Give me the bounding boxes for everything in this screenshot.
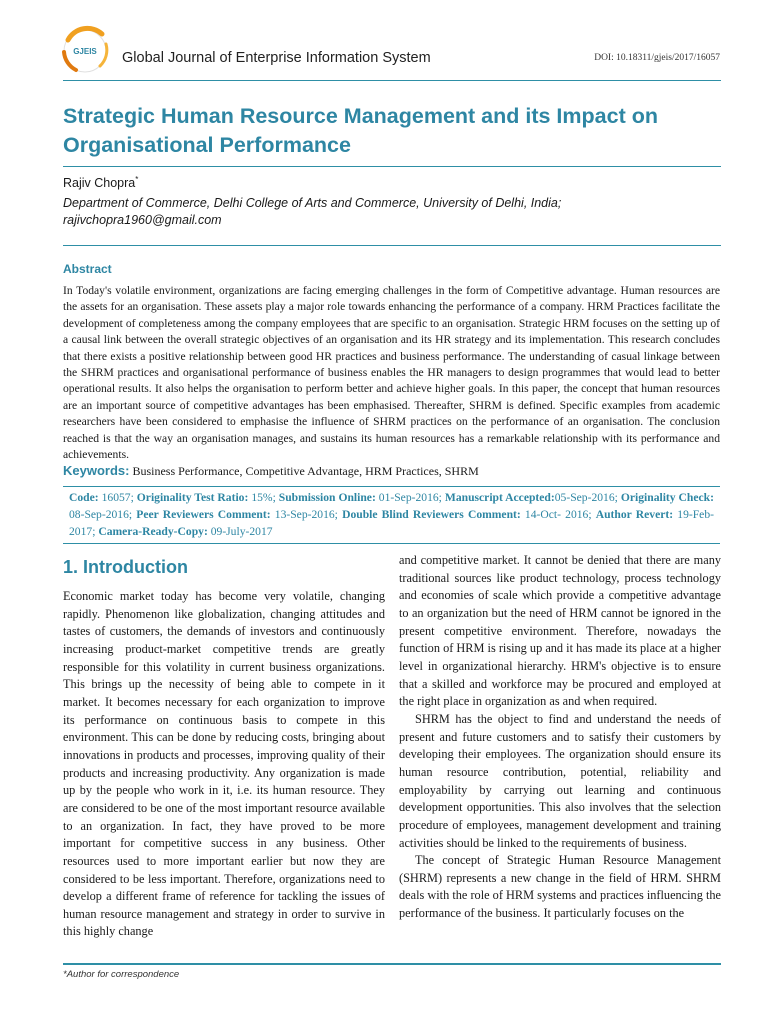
article-title: Strategic Human Resource Management and its Impact on Organisational Performance (63, 104, 658, 157)
ratio-label: Originality Test Ratio: (136, 491, 249, 504)
body-paragraph: SHRM has the object to find and understand the needs of present and future customers and to satisfy their customers by developing their employees. The organization should ensure its human resource contribution, potential, reliability and employability by carrying out learning and continuous development opportunities. This also involves that the selection procedure of employees, management development and training activities should be linked to the requirements of business. (399, 711, 721, 850)
author-mark: * (135, 175, 139, 184)
originality-label: Originality Check: (620, 491, 714, 504)
author-revert-value: 19-Feb-2017; (69, 508, 714, 538)
logo-text: GJEIS (73, 47, 97, 56)
abstract-text: In Today's volatile environment, organizations are facing emerging challenges in the form of Competitive advantage. Human resources are the assets for an organisation. These assets play a major role towards enhancing the performance of a company. HRM Practices facilitate the development of completeness among the company employees that are specific to an organisation. Strategic HRM focuses on the setting up of a causal link between the overall strategic objectives of an organisation and its HR strategy and its implementation. This research concludes that there exists a positive relationship between good HR practices and business performance. The understanding of casual linkage between the SHRM practices and organisational performance of business enables the HR managers to design programmes that would lead to better operational results. It also helps the organisation to perform better and achieve higher goals. In this paper, the concept that human resources are an important source of competitive advantages has been emphasised. Thereafter, SHRM is defined. Specific examples from academic researchers have been considered to emphasise the influence of SHRM practices on the performance of an organisation. The conclusion reached is that the way an organisation manages, and sustains its human resources has a remarkable relationship with its performance and achievements. (63, 284, 720, 462)
ratio-value: 15%; (251, 491, 276, 504)
body-paragraph: and competitive market. It cannot be denied that there are many traditional sources like product technology, process technology and economies of scale which provide a competitive advantage to an organization but the need of HRM cannot be ignored in the present competitive environment. Therefore, nowadays the function of HRM is rising up and it has made its place at a higher level in organizational hierarchy. HRM's objective is to ensure that a skilled and workforce may be procured and employed at the right place in organization as and when required. (399, 553, 721, 709)
body-paragraph: The concept of Strategic Human Resource Management (SHRM) represents a new change in the field of HRM. SHRM deals with the role of HRM systems and practices influencing the performance of the business. It particularly focuses on the (399, 853, 721, 921)
author-email: rajivchopra1960@gmail.com (63, 213, 222, 227)
author-name-text: Rajiv Chopra (63, 176, 136, 191)
keywords (63, 463, 720, 479)
double-blind-value: 14-Oct- 2016; (524, 508, 592, 521)
peer-value: 13-Sep-2016; (274, 508, 338, 521)
footnote: *Author for correspondence (63, 969, 180, 980)
keywords-label: Keywords: (63, 463, 130, 478)
header-rule (63, 80, 721, 81)
journal-logo (56, 22, 114, 80)
title-rule (63, 166, 721, 167)
author-revert-label: Author Revert: (595, 508, 674, 521)
accepted-value: 05-Sep-2016; (554, 491, 618, 504)
submission-label: Submission Online: (278, 491, 376, 504)
body-paragraph: Economic market today has become very volatile, changing rapidly. Phenomenon like globalization, changing attitudes and tastes of customers, the demands of investors and continuously increasing product-market competitive trends are greatly responsible for this volatility in current business organizations. This brings up the necessity of being able to compete in it market. It becomes necessary for each organization to improve its performance on continuous basis to compete in this environment. This can be done by reducing costs, bringing about innovations in products and processes, improving quality of their products and increasing productivity. Any organization is made up by the people who work in it, i.e. its human resource. They are considered to be one of the most important resource available to an organization. In fact, they have proved to be more important for competitive success in any business. Other resources used to more important earlier but now they are considered to be less important. Therefore, organizations need to develop a different frame of reference for tackling the issues of human resource management and strategy in order to survive in this highly change (63, 589, 385, 939)
footer-rule (63, 963, 721, 965)
keywords-text: Business Performance, Competitive Advantage, HRM Practices, SHRM (132, 464, 479, 478)
author-affiliation (63, 195, 723, 229)
abstract-heading: Abstract (63, 262, 112, 276)
body-column-right (399, 552, 721, 923)
accepted-label: Manuscript Accepted: (444, 491, 555, 504)
peer-label: Peer Reviewers Comment: (136, 508, 271, 521)
author-name (63, 175, 138, 190)
affiliation-rule (63, 245, 721, 246)
double-blind-label: Double Blind Reviewers Comment: (342, 508, 521, 521)
originality-value: 08-Sep-2016; (69, 508, 133, 521)
journal-name: Global Journal of Enterprise Information System (122, 50, 431, 66)
doi-label: DOI: 10.18311/gjeis/2017/16057 (594, 53, 720, 63)
code-value: 16057; (101, 491, 134, 504)
body-column-left (63, 552, 385, 941)
affiliation-line: Department of Commerce, Delhi College of Arts and Commerce, University of Delhi, India; (63, 196, 562, 210)
section-heading: 1. Introduction (63, 557, 188, 577)
code-label: Code: (69, 491, 99, 504)
manuscript-codes (63, 486, 720, 544)
camera-ready-value: 09-July-2017 (210, 525, 273, 538)
camera-ready-label: Camera-Ready-Copy: (98, 525, 208, 538)
submission-value: 01-Sep-2016; (378, 491, 442, 504)
